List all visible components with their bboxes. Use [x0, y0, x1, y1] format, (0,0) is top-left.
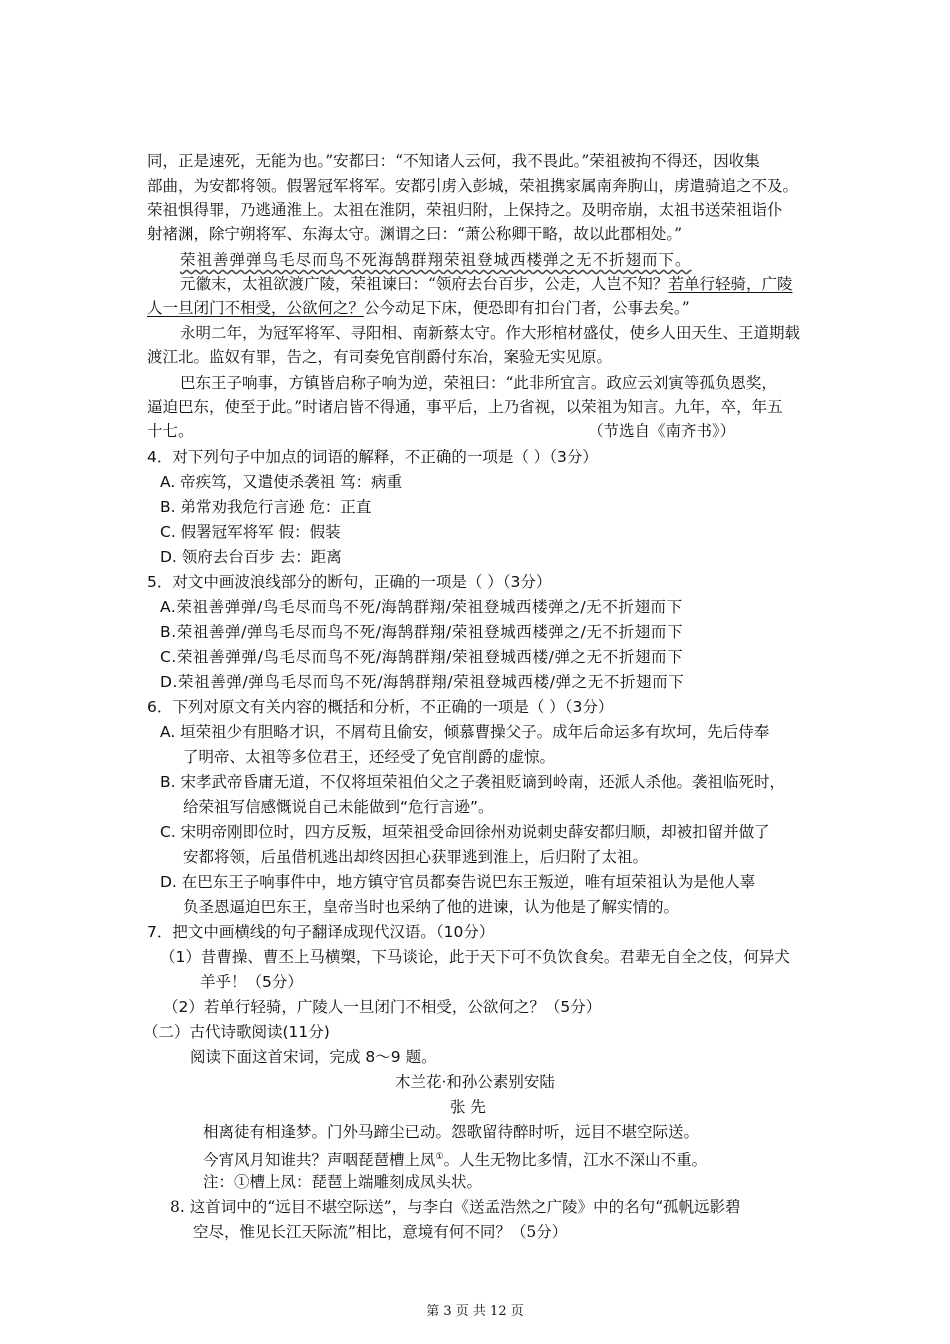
q8-line-1: 8. 这首词中的“远目不堪空际送”，与李白《送孟浩然之广陵》中的名句“孤帆远影碧 [170, 1198, 741, 1216]
q6-option-c-line2: 安都将领，后虽借机逃出却终因担心获罪逃到淮上，后归附了太祖。 [183, 848, 649, 866]
q4-option-c: C. 假署冠军将军 假：假装 [160, 523, 341, 541]
underlined-translation-part-2: 人一旦闭门不相受，公欲何之？ [147, 299, 365, 317]
poetry-intro: 阅读下面这首宋词，完成 8～9 题。 [190, 1048, 437, 1066]
passage-line-10: 巴东王子响事，方镇皆启称子响为逆，荣祖曰：“此非所宜言。政应云刘寅等孤负恩奖， [180, 374, 777, 392]
q5-option-a: A.荣祖善弹弹/鸟毛尽而鸟不死/海鹄群翔/荣祖登城西楼弹之/无不折翅而下 [160, 598, 683, 616]
q8-line-2: 空尽，惟见长江天际流”相比，意境有何不同？（5分） [193, 1223, 568, 1241]
passage-line-9: 渡江北。监奴有罪，告之，有司奏免官削爵付东冶，案验无实见原。 [147, 348, 613, 366]
q6-stem: 6．下列对原文有关内容的概括和分析，不正确的一项是（ ）（3分） [147, 698, 614, 716]
q6-option-c-line1: C. 宋明帝刚即位时，四方反叛，垣荣祖受命回徐州劝说刺史薛安都归顺，却被扣留并做了 [160, 823, 770, 841]
passage-source: （节选自《南齐书》） [588, 422, 736, 440]
wavy-underlined-text: 荣祖善弹弹鸟毛尽而鸟不死海鹄群翔荣祖登城西楼弹之无不折翅而下。 [180, 251, 692, 269]
poem-line-2b: 。人生无物比多情，江水不深山不重。 [443, 1151, 708, 1170]
passage-line-7b: 公今动足下床，便恐即有扣台门者，公事去矣。” [364, 299, 690, 317]
poem-line-1: 相离徒有相逢梦。门外马蹄尘已动。怨歌留待醉时听，远目不堪空际送。 [203, 1123, 700, 1141]
q7-stem: 7．把文中画横线的句子翻译成现代汉语。（10分） [147, 923, 495, 941]
poem-author: 张 先 [450, 1098, 486, 1116]
passage-wavy-sentence [180, 249, 692, 271]
q7-sentence-2: （2）若单行轻骑，广陵人一旦闭门不相受，公欲何之？（5分） [163, 998, 602, 1016]
q4-stem: 4．对下列句子中加点的词语的解释，不正确的一项是（ ）（3分） [147, 448, 598, 466]
poem-line-2a: 今宵风月知谁共？声咽琵琶槽上凤 [203, 1151, 436, 1170]
q6-option-a-line2: 了明帝、太祖等多位君王，还经受了免官削爵的虚惊。 [183, 748, 556, 766]
poem-title: 木兰花·和孙公素别安陆 [395, 1073, 555, 1091]
q6-option-d-line2: 负圣恩逼迫巴东王，皇帝当时也采纳了他的进谏，认为他是了解实情的。 [183, 898, 680, 916]
footnote-marker: ① [435, 1152, 444, 1162]
q5-option-c: C.荣祖善弹弹/鸟毛尽而鸟不死/海鹄群翔/荣祖登城西楼/弹之无不折翅而下 [160, 648, 684, 666]
passage-line-2: 部曲，为安都将领。假署冠军将军。安都引虏入彭城，荣祖携家属南奔朐山，虏遣骑追之不及。 [147, 177, 799, 195]
q5-option-b: B.荣祖善弹/弹鸟毛尽而鸟不死/海鹄群翔/荣祖登城西楼弹之/无不折翅而下 [160, 623, 684, 641]
q5-option-d: D.荣祖善弹/弹鸟毛尽而鸟不死/海鹄群翔/荣祖登城西楼/弹之无不折翅而下 [160, 673, 685, 691]
passage-line-1: 同，正是速死，无能为也。”安都曰：“不知诸人云何，我不畏此。”荣祖被拘不得还，因收集 [147, 152, 760, 170]
passage-line-6a: 元徽末，太祖欲渡广陵，荣祖谏曰：“领府去台百步，公走，人岂不知？ [180, 275, 669, 293]
q4-option-d: D. 领府去台百步 去：距离 [160, 548, 342, 566]
poem-note: 注：①槽上凤：琵琶上端雕刻成凤头状。 [203, 1173, 483, 1191]
q6-option-b-line1: B. 宋孝武帝昏庸无道，不仅将垣荣祖伯父之子袭祖贬谪到岭南，还派人杀他。袭祖临死时， [160, 773, 785, 791]
passage-line-11: 逼迫巴东，使至于此。”时诸启皆不得通，事平后，上乃省视，以荣祖为知言。九年，卒，年五 [147, 398, 783, 416]
q5-stem: 5．对文中画波浪线部分的断句，正确的一项是（ ）（3分） [147, 573, 552, 591]
q6-option-b-line2: 给荣祖写信感慨说自己未能做到“危行言逊”。 [183, 798, 494, 816]
passage-line-3: 荣祖惧得罪，乃逃通淮上。太祖在淮阴，荣祖归附，上保持之。及明帝崩，太祖书送荣祖诣仆 [147, 201, 783, 219]
passage-line-6 [180, 273, 792, 295]
passage-line-12: 十七。 [147, 422, 194, 440]
poetry-section-heading: （二）古代诗歌阅读(11分) [143, 1023, 330, 1041]
page-footer: 第 3 页 共 12 页 [426, 1304, 524, 1319]
q7-sentence-1-line1: （1）昔曹操、曹丕上马横槊，下马谈论，此于天下可不负饮食矣。君辈无自全之伎，何异犬 [160, 948, 790, 966]
q4-option-b: B. 弟常劝我危行言逊 危：正直 [160, 498, 372, 516]
q4-option-a: A. 帝疾笃，又遣使杀袭祖 笃：病重 [160, 473, 403, 491]
q6-option-a-line1: A. 垣荣祖少有胆略才识，不屑苟且偷安，倾慕曹操父子。成年后命运多有坎坷，先后侍奉 [160, 723, 770, 741]
passage-line-4: 射褚渊，除宁朔将军、东海太守。渊谓之曰：“萧公称卿干略，故以此郡相处。” [147, 225, 683, 243]
poem-line-2 [203, 1146, 707, 1171]
underlined-translation-part-1: 若单行轻骑，广陵 [668, 275, 793, 293]
passage-line-7 [147, 297, 690, 319]
q6-option-d-line1: D. 在巴东王子响事件中，地方镇守官员都奏告说巴东王叛逆，唯有垣荣祖认为是他人辜 [160, 873, 756, 891]
passage-line-8: 永明二年，为冠军将军、寻阳相、南新蔡太守。作大形棺材盛仗，使乡人田天生、王道期载 [180, 324, 801, 342]
q7-sentence-1-line2: 羊乎！（5分） [200, 973, 303, 991]
